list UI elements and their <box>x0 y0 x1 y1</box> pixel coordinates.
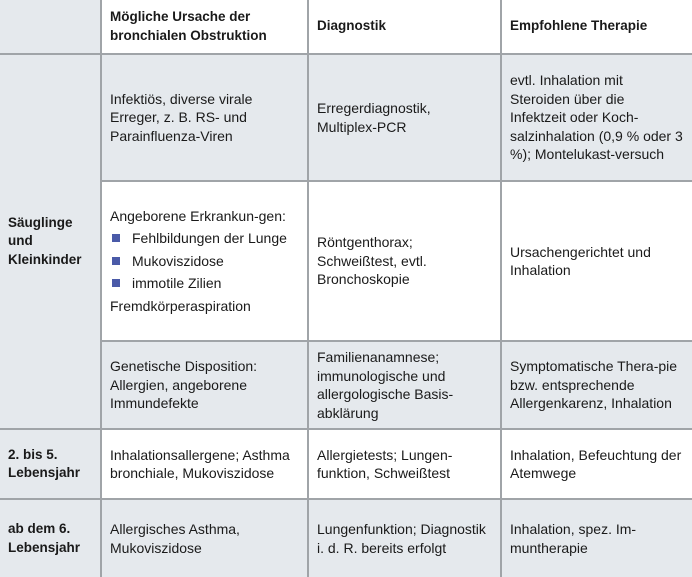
list-item <box>110 229 299 248</box>
header-row <box>0 0 692 54</box>
cause-cell: Inhalationsallergene; Asthma bronchiale, Mukoviszidose <box>101 429 308 499</box>
age-group-2-5: 2. bis 5. Lebensjahr <box>0 429 101 499</box>
table-row <box>0 429 692 499</box>
table-row <box>0 181 692 341</box>
age-group-infants: Säuglinge und Kleinkinder <box>0 54 101 429</box>
table-row <box>0 341 692 429</box>
header-therapie: Empfohlene Therapie <box>501 0 692 54</box>
diagnostik-cell: Allergietests; Lungen-funktion, Schweißtest <box>308 429 501 499</box>
list-item <box>110 252 299 271</box>
header-empty-cell <box>0 0 101 54</box>
square-bullet-icon <box>112 279 120 287</box>
age-group-6-plus: ab dem 6. Lebensjahr <box>0 499 101 577</box>
therapie-cell: Inhalation, spez. Im-muntherapie <box>501 499 692 577</box>
cause-cell: Genetische Disposition: Allergien, angeborene Immundefekte <box>101 341 308 429</box>
square-bullet-icon <box>112 257 120 265</box>
list-item-text: Mukoviszidose <box>132 252 224 269</box>
therapie-cell: Inhalation, Befeuchtung der Atemwege <box>501 429 692 499</box>
table-row <box>0 54 692 181</box>
table-row <box>0 499 692 577</box>
cause-intro: Angeborene Erkrankun-gen: <box>110 207 286 224</box>
therapie-cell: Symptomatische Thera-pie bzw. entsprechende Allergenkarenz, Inhalation <box>501 341 692 429</box>
therapie-cell: evtl. Inhalation mit Steroiden über die Infektzeit oder Koch-salzinhalation (0,9 % oder 3 %); Montelukast-versuch <box>501 54 692 181</box>
therapie-cell: Ursachengerichtet und Inhalation <box>501 181 692 341</box>
cause-cell: Infektiös, diverse virale Erreger, z. B. RS- und Parainfluenza-Viren <box>101 54 308 181</box>
cause-cell <box>101 181 308 341</box>
square-bullet-icon <box>112 234 120 242</box>
diagnostik-cell: Familienanamnese; immunologische und allergologische Basis-abklärung <box>308 341 501 429</box>
diagnostik-cell: Röntgenthorax; Schweißtest, evtl. Bronchoskopie <box>308 181 501 341</box>
list-item-text: immotile Zilien <box>132 275 222 292</box>
header-diagnostik: Diagnostik <box>308 0 501 54</box>
diagnostik-cell: Erregerdiagnostik, Multiplex-PCR <box>308 54 501 181</box>
cause-cell: Allergisches Asthma, Mukoviszidose <box>101 499 308 577</box>
cause-extra: Fremdkörperaspiration <box>110 297 251 314</box>
list-item <box>110 274 299 293</box>
header-cause: Mögliche Ursache der bronchialen Obstruktion <box>101 0 308 54</box>
list-item-text: Fehlbildungen der Lunge <box>132 230 287 247</box>
diagnostik-cell: Lungenfunktion; Diagnostik i. d. R. bereits erfolgt <box>308 499 501 577</box>
cause-list <box>110 229 299 293</box>
